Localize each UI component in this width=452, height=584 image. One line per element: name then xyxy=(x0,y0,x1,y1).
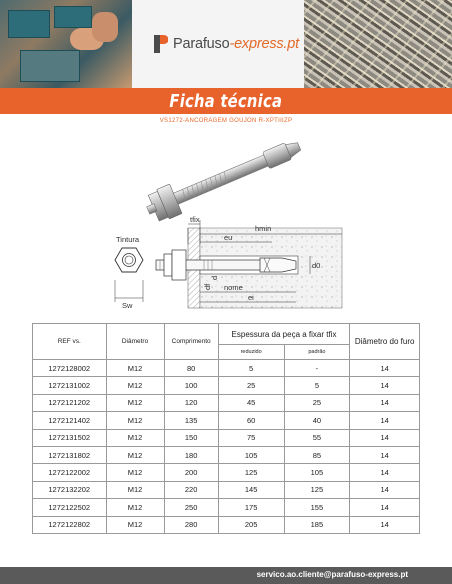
header-padrao: padrão xyxy=(284,345,350,360)
table-row xyxy=(33,446,420,463)
cell-pad: 40 xyxy=(284,412,350,429)
cell-ref: 1272121202 xyxy=(33,394,107,411)
tools-photo xyxy=(0,0,132,88)
footer-email[interactable]: servico.ao.cliente@parafuso-express.pt xyxy=(256,570,408,579)
cell-comp: 80 xyxy=(164,360,218,377)
cell-furo: 14 xyxy=(350,377,420,394)
cell-red: 5 xyxy=(218,360,284,377)
cell-ref: 1272122802 xyxy=(33,516,107,533)
cell-diam: M12 xyxy=(106,499,164,516)
cell-ref: 1272122502 xyxy=(33,499,107,516)
cell-comp: 220 xyxy=(164,481,218,498)
cell-red: 205 xyxy=(218,516,284,533)
header-ref: REF vs. xyxy=(33,324,107,360)
cell-ref: 1272131002 xyxy=(33,377,107,394)
cell-red: 60 xyxy=(218,412,284,429)
cell-diam: M12 xyxy=(106,429,164,446)
anchor-bolt-image xyxy=(120,130,320,225)
table-row xyxy=(33,377,420,394)
cell-red: 125 xyxy=(218,464,284,481)
header-banner xyxy=(0,0,452,88)
label-ei: ei xyxy=(248,293,254,302)
cell-red: 75 xyxy=(218,429,284,446)
cell-pad: 55 xyxy=(284,429,350,446)
cell-pad: 25 xyxy=(284,394,350,411)
cell-comp: 120 xyxy=(164,394,218,411)
cell-furo: 14 xyxy=(350,499,420,516)
table-body xyxy=(33,360,420,534)
cell-ref: 1272131802 xyxy=(33,446,107,463)
label-df: df xyxy=(203,283,212,290)
table-row xyxy=(33,412,420,429)
table-row xyxy=(33,499,420,516)
cell-pad: 105 xyxy=(284,464,350,481)
table-row xyxy=(33,516,420,533)
cell-ref: 1272122002 xyxy=(33,464,107,481)
page-title: Ficha técnica xyxy=(169,90,283,112)
cell-furo: 14 xyxy=(350,394,420,411)
cell-ref: 1272131502 xyxy=(33,429,107,446)
cell-furo: 14 xyxy=(350,446,420,463)
brand-domain: -express.pt xyxy=(229,36,299,52)
cell-ref: 1272128002 xyxy=(33,360,107,377)
label-tintura: Tintura xyxy=(116,235,140,244)
cell-furo: 14 xyxy=(350,412,420,429)
header-diametro: Diâmetro xyxy=(106,324,164,360)
header-furo: Diâmetro do furo xyxy=(350,324,420,360)
cell-comp: 150 xyxy=(164,429,218,446)
label-hmin: hmin xyxy=(255,224,272,233)
label-sw: Sw xyxy=(122,301,133,310)
cell-ref: 1272121402 xyxy=(33,412,107,429)
table-row xyxy=(33,394,420,411)
brand-name: Parafuso xyxy=(173,36,230,52)
cell-pad: 125 xyxy=(284,481,350,498)
title-bar xyxy=(0,88,452,114)
cell-furo: 14 xyxy=(350,516,420,533)
cell-diam: M12 xyxy=(106,481,164,498)
table-row xyxy=(33,360,420,377)
cell-pad: 5 xyxy=(284,377,350,394)
cell-comp: 100 xyxy=(164,377,218,394)
label-d0: d0 xyxy=(312,261,321,270)
spec-table xyxy=(32,323,420,534)
cell-furo: 14 xyxy=(350,429,420,446)
label-nome: nome xyxy=(224,283,243,292)
footer-bar xyxy=(0,567,452,584)
cell-comp: 250 xyxy=(164,499,218,516)
cell-diam: M12 xyxy=(106,464,164,481)
cell-diam: M12 xyxy=(106,446,164,463)
screws-photo xyxy=(304,0,452,88)
cell-ref: 1272132202 xyxy=(33,481,107,498)
cell-diam: M12 xyxy=(106,377,164,394)
cell-diam: M12 xyxy=(106,516,164,533)
cell-furo: 14 xyxy=(350,481,420,498)
table-row xyxy=(33,481,420,498)
label-d: d xyxy=(210,275,219,280)
product-code: VS1272-ANCORAGEM GOUJON R-XPTIIIZP xyxy=(159,118,293,124)
cell-pad: 155 xyxy=(284,499,350,516)
header-comprimento: Comprimento xyxy=(164,324,218,360)
cell-furo: 14 xyxy=(350,360,420,377)
header-espessura: Espessura da peça a fixar tfix xyxy=(218,324,350,345)
cell-red: 25 xyxy=(218,377,284,394)
cell-red: 45 xyxy=(218,394,284,411)
cell-pad: 185 xyxy=(284,516,350,533)
cell-comp: 280 xyxy=(164,516,218,533)
cell-diam: M12 xyxy=(106,412,164,429)
cell-comp: 180 xyxy=(164,446,218,463)
nut-front-view xyxy=(115,235,143,310)
table-row xyxy=(33,429,420,446)
cell-pad: 85 xyxy=(284,446,350,463)
cell-pad: - xyxy=(284,360,350,377)
cell-furo: 14 xyxy=(350,464,420,481)
technical-diagram xyxy=(100,214,350,314)
cell-comp: 200 xyxy=(164,464,218,481)
label-tfix: tfix xyxy=(190,215,200,224)
cell-red: 145 xyxy=(218,481,284,498)
brand-logo xyxy=(154,33,299,55)
cell-comp: 135 xyxy=(164,412,218,429)
cell-red: 175 xyxy=(218,499,284,516)
cell-diam: M12 xyxy=(106,360,164,377)
label-eu: eu xyxy=(224,233,233,242)
table-row xyxy=(33,464,420,481)
cell-diam: M12 xyxy=(106,394,164,411)
header-reduzido: reduzido xyxy=(218,345,284,360)
logo-mark-icon xyxy=(154,35,168,53)
cell-red: 105 xyxy=(218,446,284,463)
